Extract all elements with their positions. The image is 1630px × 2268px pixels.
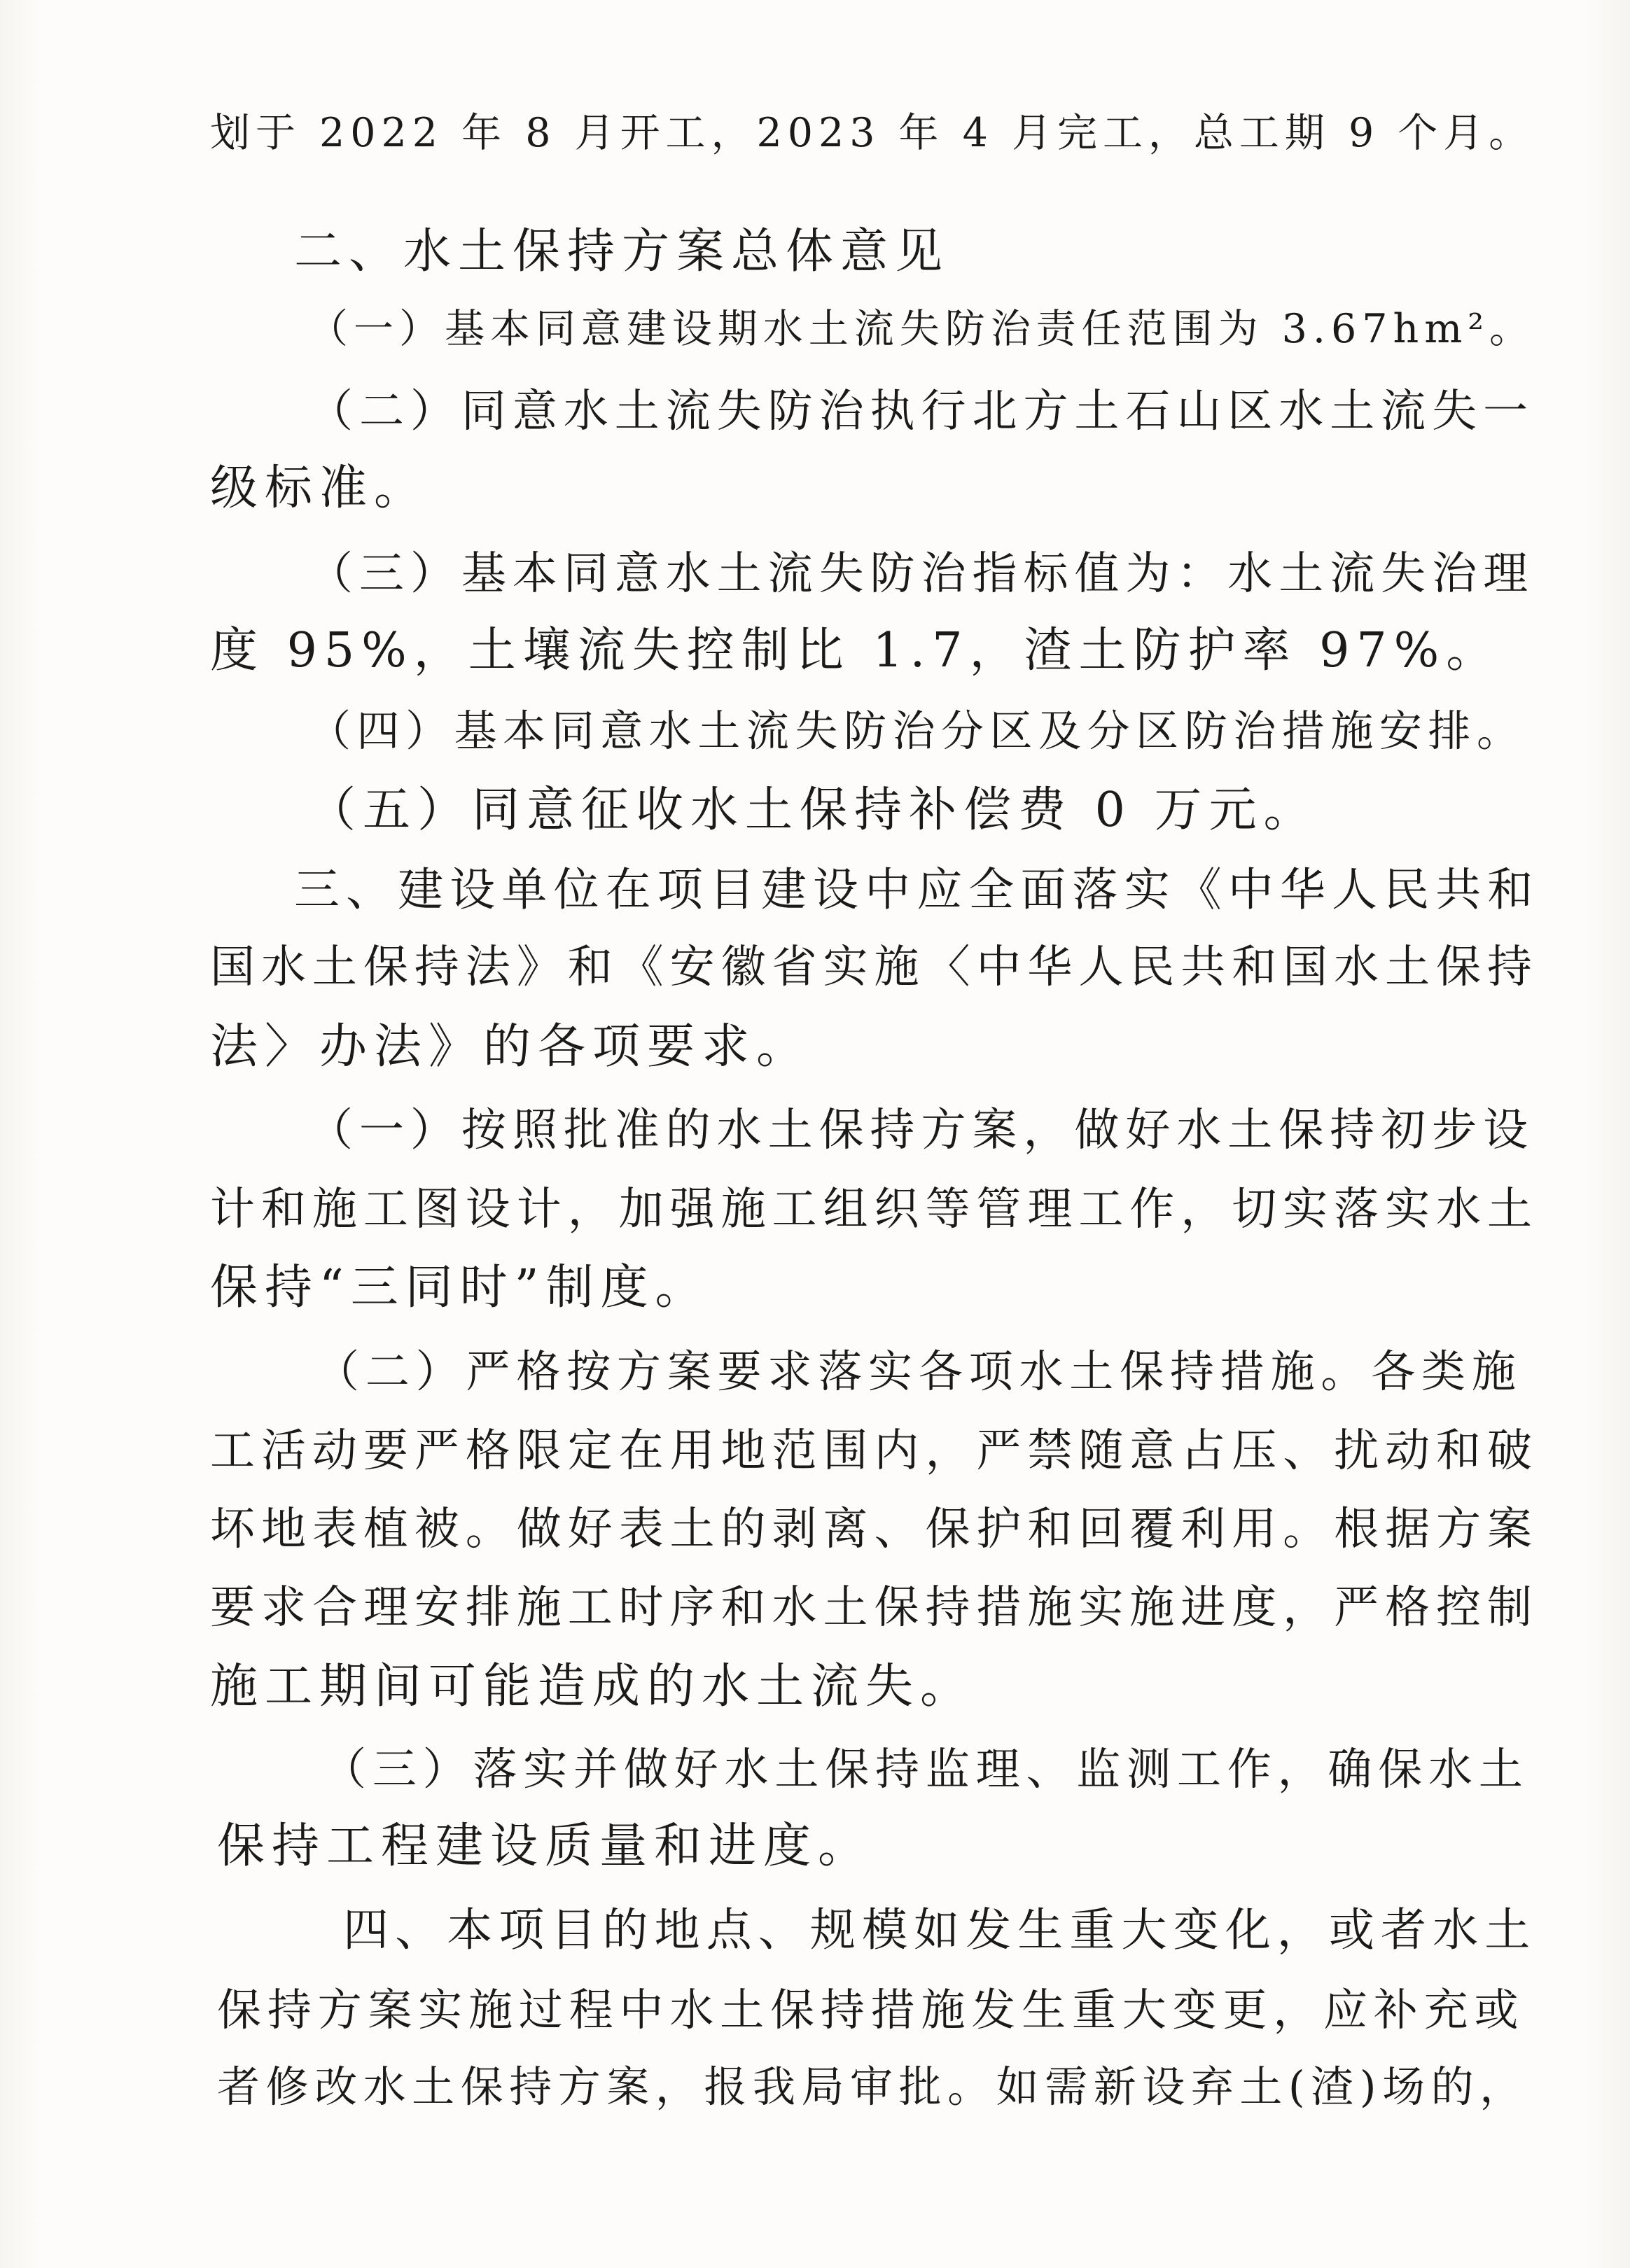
text-line: 者修改水土保持方案，报我局审批。如需新设弃土(渣)场的， <box>217 2062 1528 2112</box>
text-line: 法〉办法》的各项要求。 <box>210 1019 811 1074</box>
text-line: 国水土保持法》和《安徽省实施〈中华人民共和国水土保持 <box>210 941 1538 993</box>
text-line: （五）同意征收水土保持补偿费 0 万元。 <box>308 783 1318 838</box>
text-line: 工活动要严格限定在用地范围内，严禁随意占压、扰动和破 <box>210 1425 1538 1477</box>
text-line: 坏地表植被。做好表土的剥离、保护和回覆利用。根据方案 <box>210 1504 1538 1555</box>
text-line: （三）基本同意水土流失防治指标值为：水土流失治理 <box>308 548 1535 600</box>
text-line: 保持工程建设质量和进度。 <box>217 1819 873 1874</box>
text-line: 保持方案实施过程中水土保持措施发生重大变更，应补充或 <box>217 1984 1525 2036</box>
text-line: （三）落实并做好水土保持监理、监测工作，确保水土 <box>322 1744 1529 1795</box>
text-line: 度 95%，土壤流失控制比 1.7，渣土防护率 97%。 <box>210 623 1501 678</box>
text-line: 级标准。 <box>210 461 429 516</box>
text-line: （二）同意水土流失防治执行北方土石山区水土流失一 <box>308 386 1535 438</box>
section-heading: 二、水土保持方案总体意见 <box>294 224 950 279</box>
text-line: （四）基本同意水土流失防治分区及分区防治措施安排。 <box>308 706 1526 756</box>
text-line: 要求合理安排施工时序和水土保持措施实施进度，严格控制 <box>210 1582 1538 1634</box>
text-line: （一）基本同意建设期水土流失防治责任范围为 3.67hm²。 <box>308 306 1535 352</box>
text-line: 划于 2022 年 8 月开工，2023 年 4 月完工，总工期 9 个月。 <box>210 110 1535 156</box>
text-line: （二）严格按方案要求落实各项水土保持措施。各类施 <box>315 1346 1522 1397</box>
section-heading: 三、建设单位在项目建设中应全面落实《中华人民共和 <box>294 864 1540 916</box>
text-line: （一）按照批准的水土保持方案，做好水土保持初步设 <box>308 1105 1535 1156</box>
text-line: 保持“三同时”制度。 <box>210 1260 710 1315</box>
section-heading: 四、本项目的地点、规模如发生重大变化，或者水土 <box>343 1904 1537 1956</box>
text-line: 计和施工图设计，加强施工组织等管理工作，切实落实水土 <box>210 1184 1538 1236</box>
text-line: 施工期间可能造成的水土流失。 <box>210 1659 975 1714</box>
